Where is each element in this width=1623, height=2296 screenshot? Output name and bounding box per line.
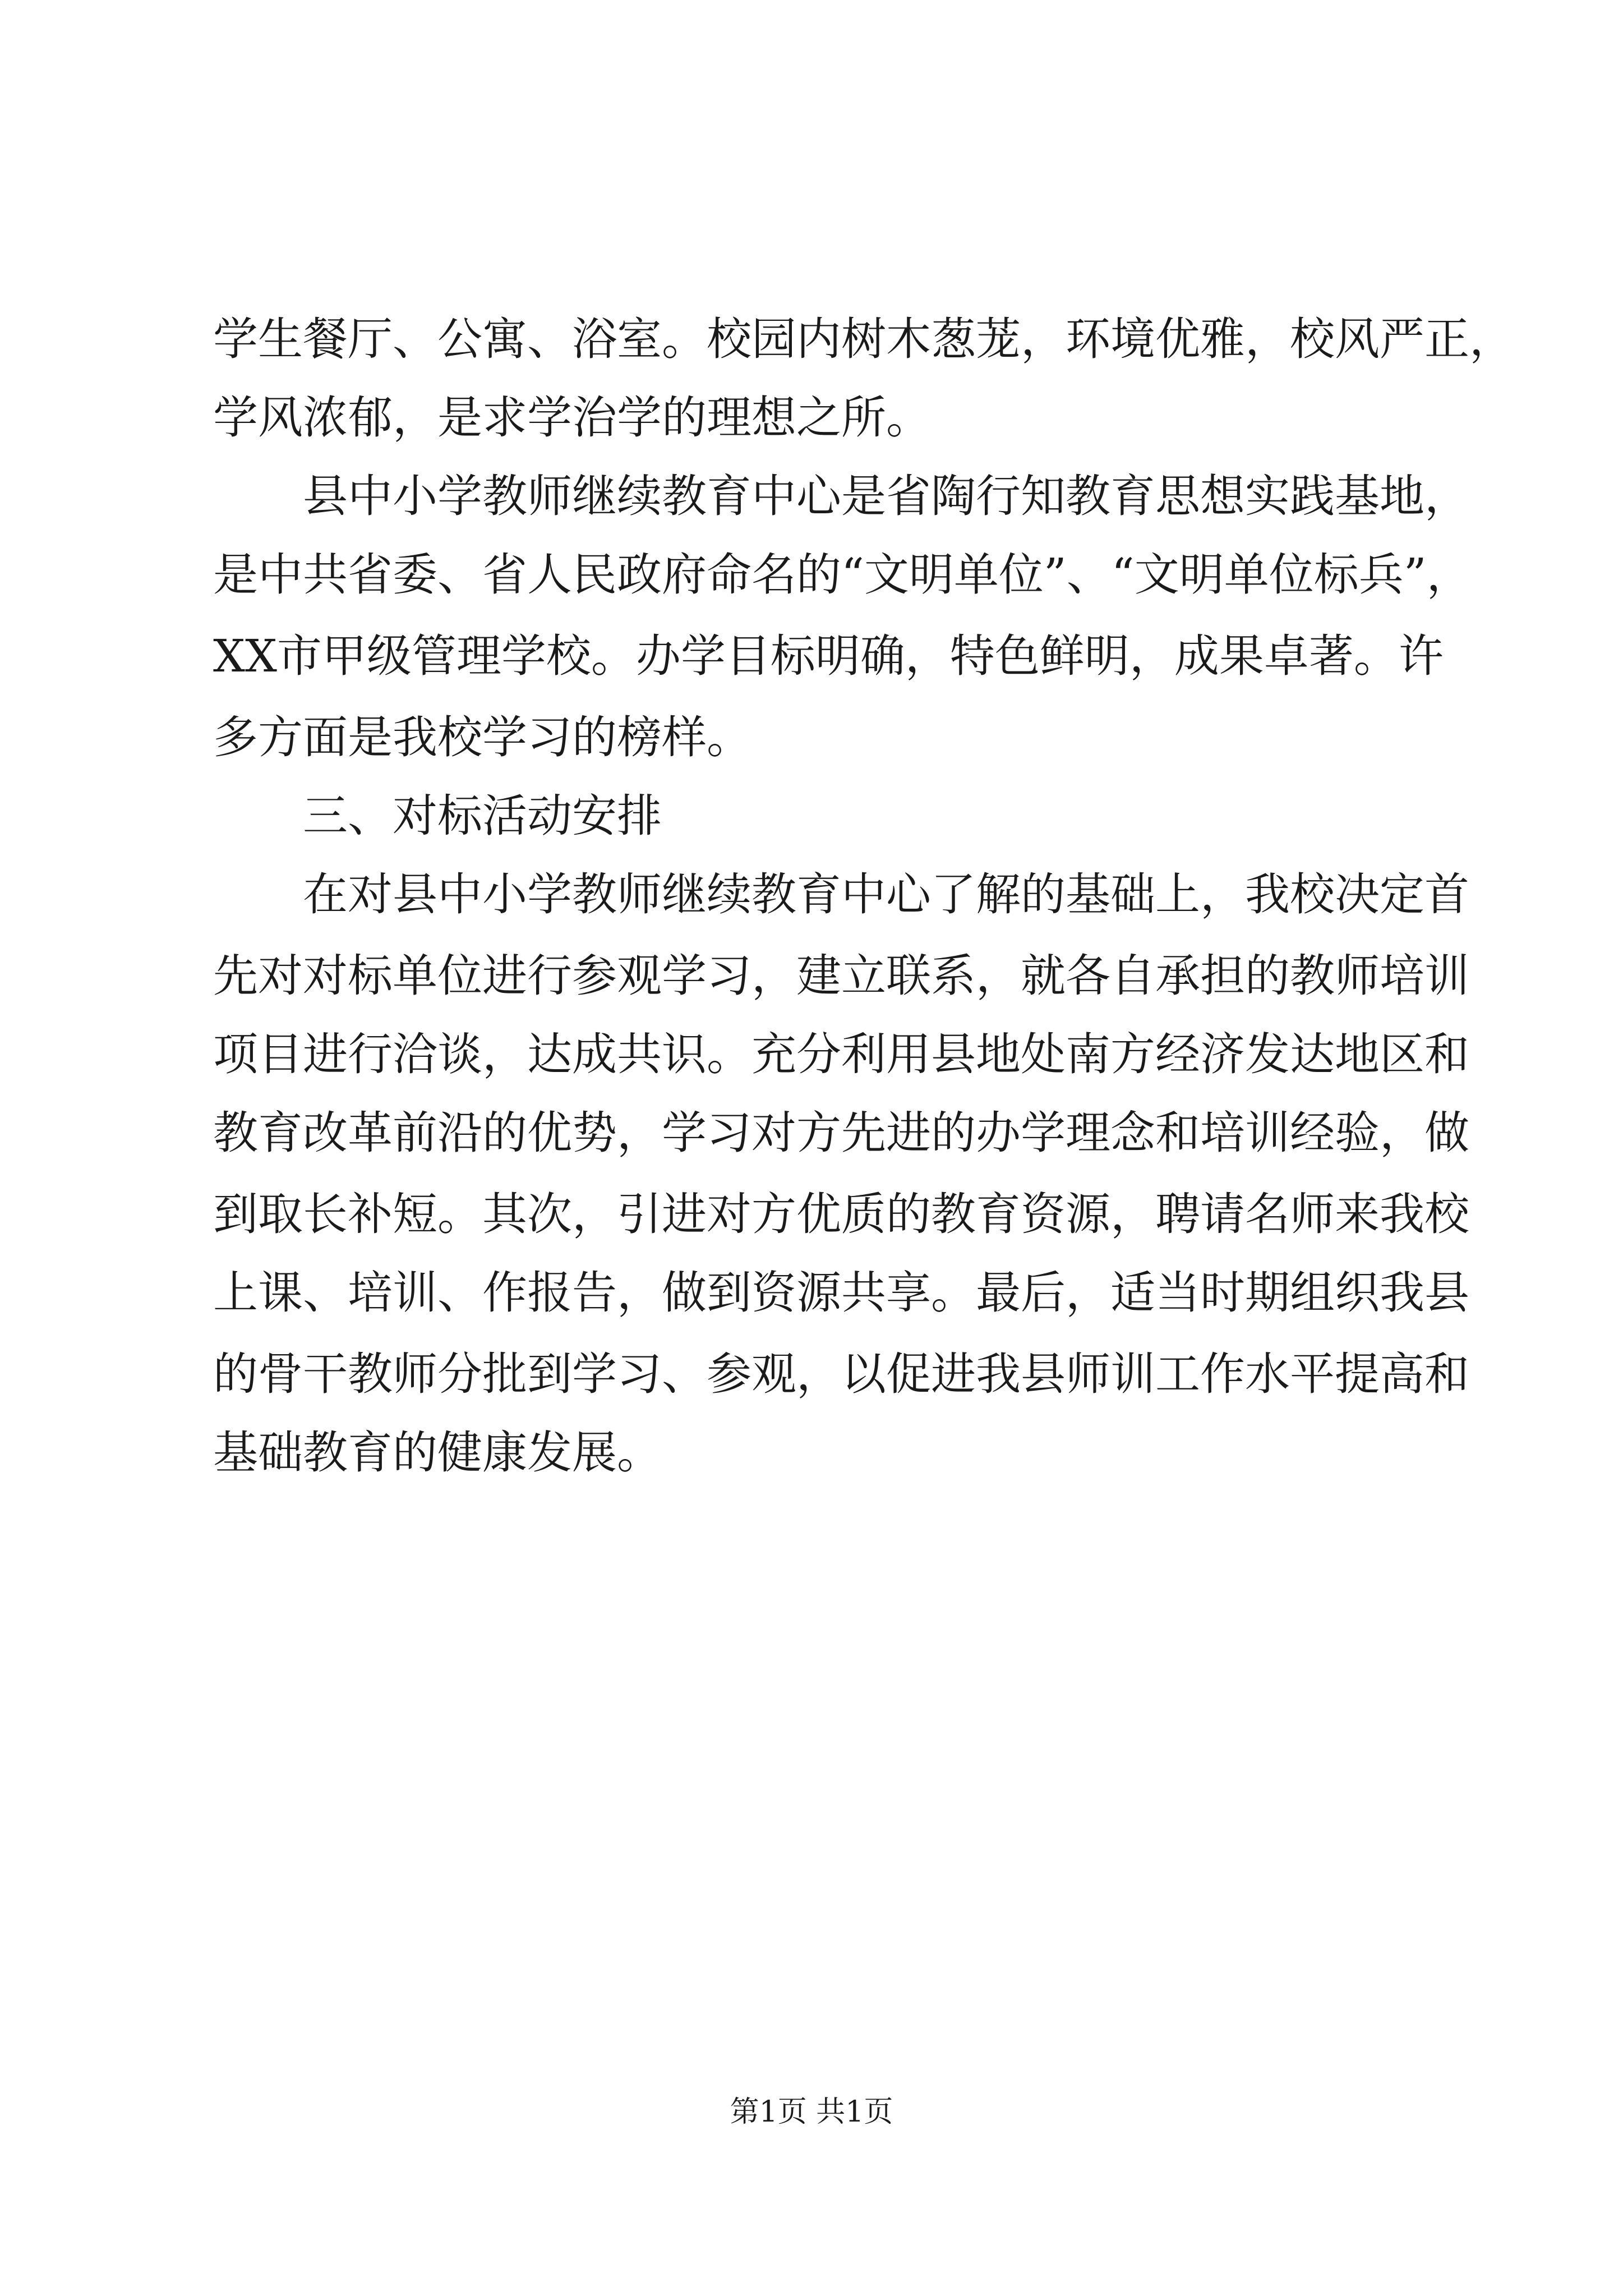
text-line-content: 多方面是我校学习的榜样。 xyxy=(213,711,751,763)
text-line xyxy=(0,1422,1623,1484)
text-line-content: XX市甲级管理学校。办学目标明确，特色鲜明，成果卓著。许 xyxy=(213,630,1444,682)
text-line-content: 上课、培训、作报告，做到资源共享。最后，适当时期组织我县 xyxy=(213,1267,1469,1319)
text-line-content: 基础教育的健康发展。 xyxy=(213,1427,662,1479)
text-line-content: 先对对标单位进行参观学习，建立联系，就各自承担的教师培训 xyxy=(213,950,1469,1002)
text-line-content: 学风浓郁，是求学治学的理想之所。 xyxy=(213,392,931,444)
text-line-content: 在对县中小学教师继续教育中心了解的基础上，我校决定首 xyxy=(303,868,1469,921)
text-line xyxy=(0,707,1623,769)
text-line xyxy=(0,945,1623,1007)
page-number: 第1页 共1页 xyxy=(730,2095,893,2129)
text-line-content: 到取长补短。其次，引进对方优质的教育资源，聘请名师来我校 xyxy=(213,1188,1469,1240)
text-line-content: 县中小学教师继续教育中心是省陶行知教育思想实践基地， xyxy=(303,470,1469,522)
text-line-content: 的骨干教师分批到学习、参观，以促进我县师训工作水平提高和 xyxy=(213,1348,1469,1400)
text-line xyxy=(0,625,1623,687)
text-line-content: 教育改革前沿的优势，学习对方先进的办学理念和培训经验，做 xyxy=(213,1107,1469,1159)
text-line xyxy=(0,1184,1623,1245)
text-line xyxy=(0,309,1623,370)
text-line xyxy=(0,1024,1623,1085)
section-heading-text: 三、对标活动安排 xyxy=(303,790,662,842)
text-line xyxy=(0,544,1623,606)
page-footer xyxy=(0,2092,1623,2132)
text-line-content: 是中共省委、省人民政府命名的“文明单位”、“文明单位标兵”， xyxy=(213,549,1472,601)
section-heading xyxy=(0,785,1623,847)
text-line xyxy=(0,466,1623,527)
text-line xyxy=(0,1343,1623,1405)
text-line-content: 项目进行洽谈，达成共识。充分利用县地处南方经济发达地区和 xyxy=(213,1028,1469,1080)
text-line xyxy=(0,1102,1623,1164)
text-line xyxy=(0,387,1623,449)
text-line xyxy=(0,1262,1623,1324)
text-line-content: 学生餐厅、公寓、浴室。校园内树木葱茏，环境优雅，校风严正， xyxy=(213,313,1514,365)
text-line xyxy=(0,864,1623,926)
